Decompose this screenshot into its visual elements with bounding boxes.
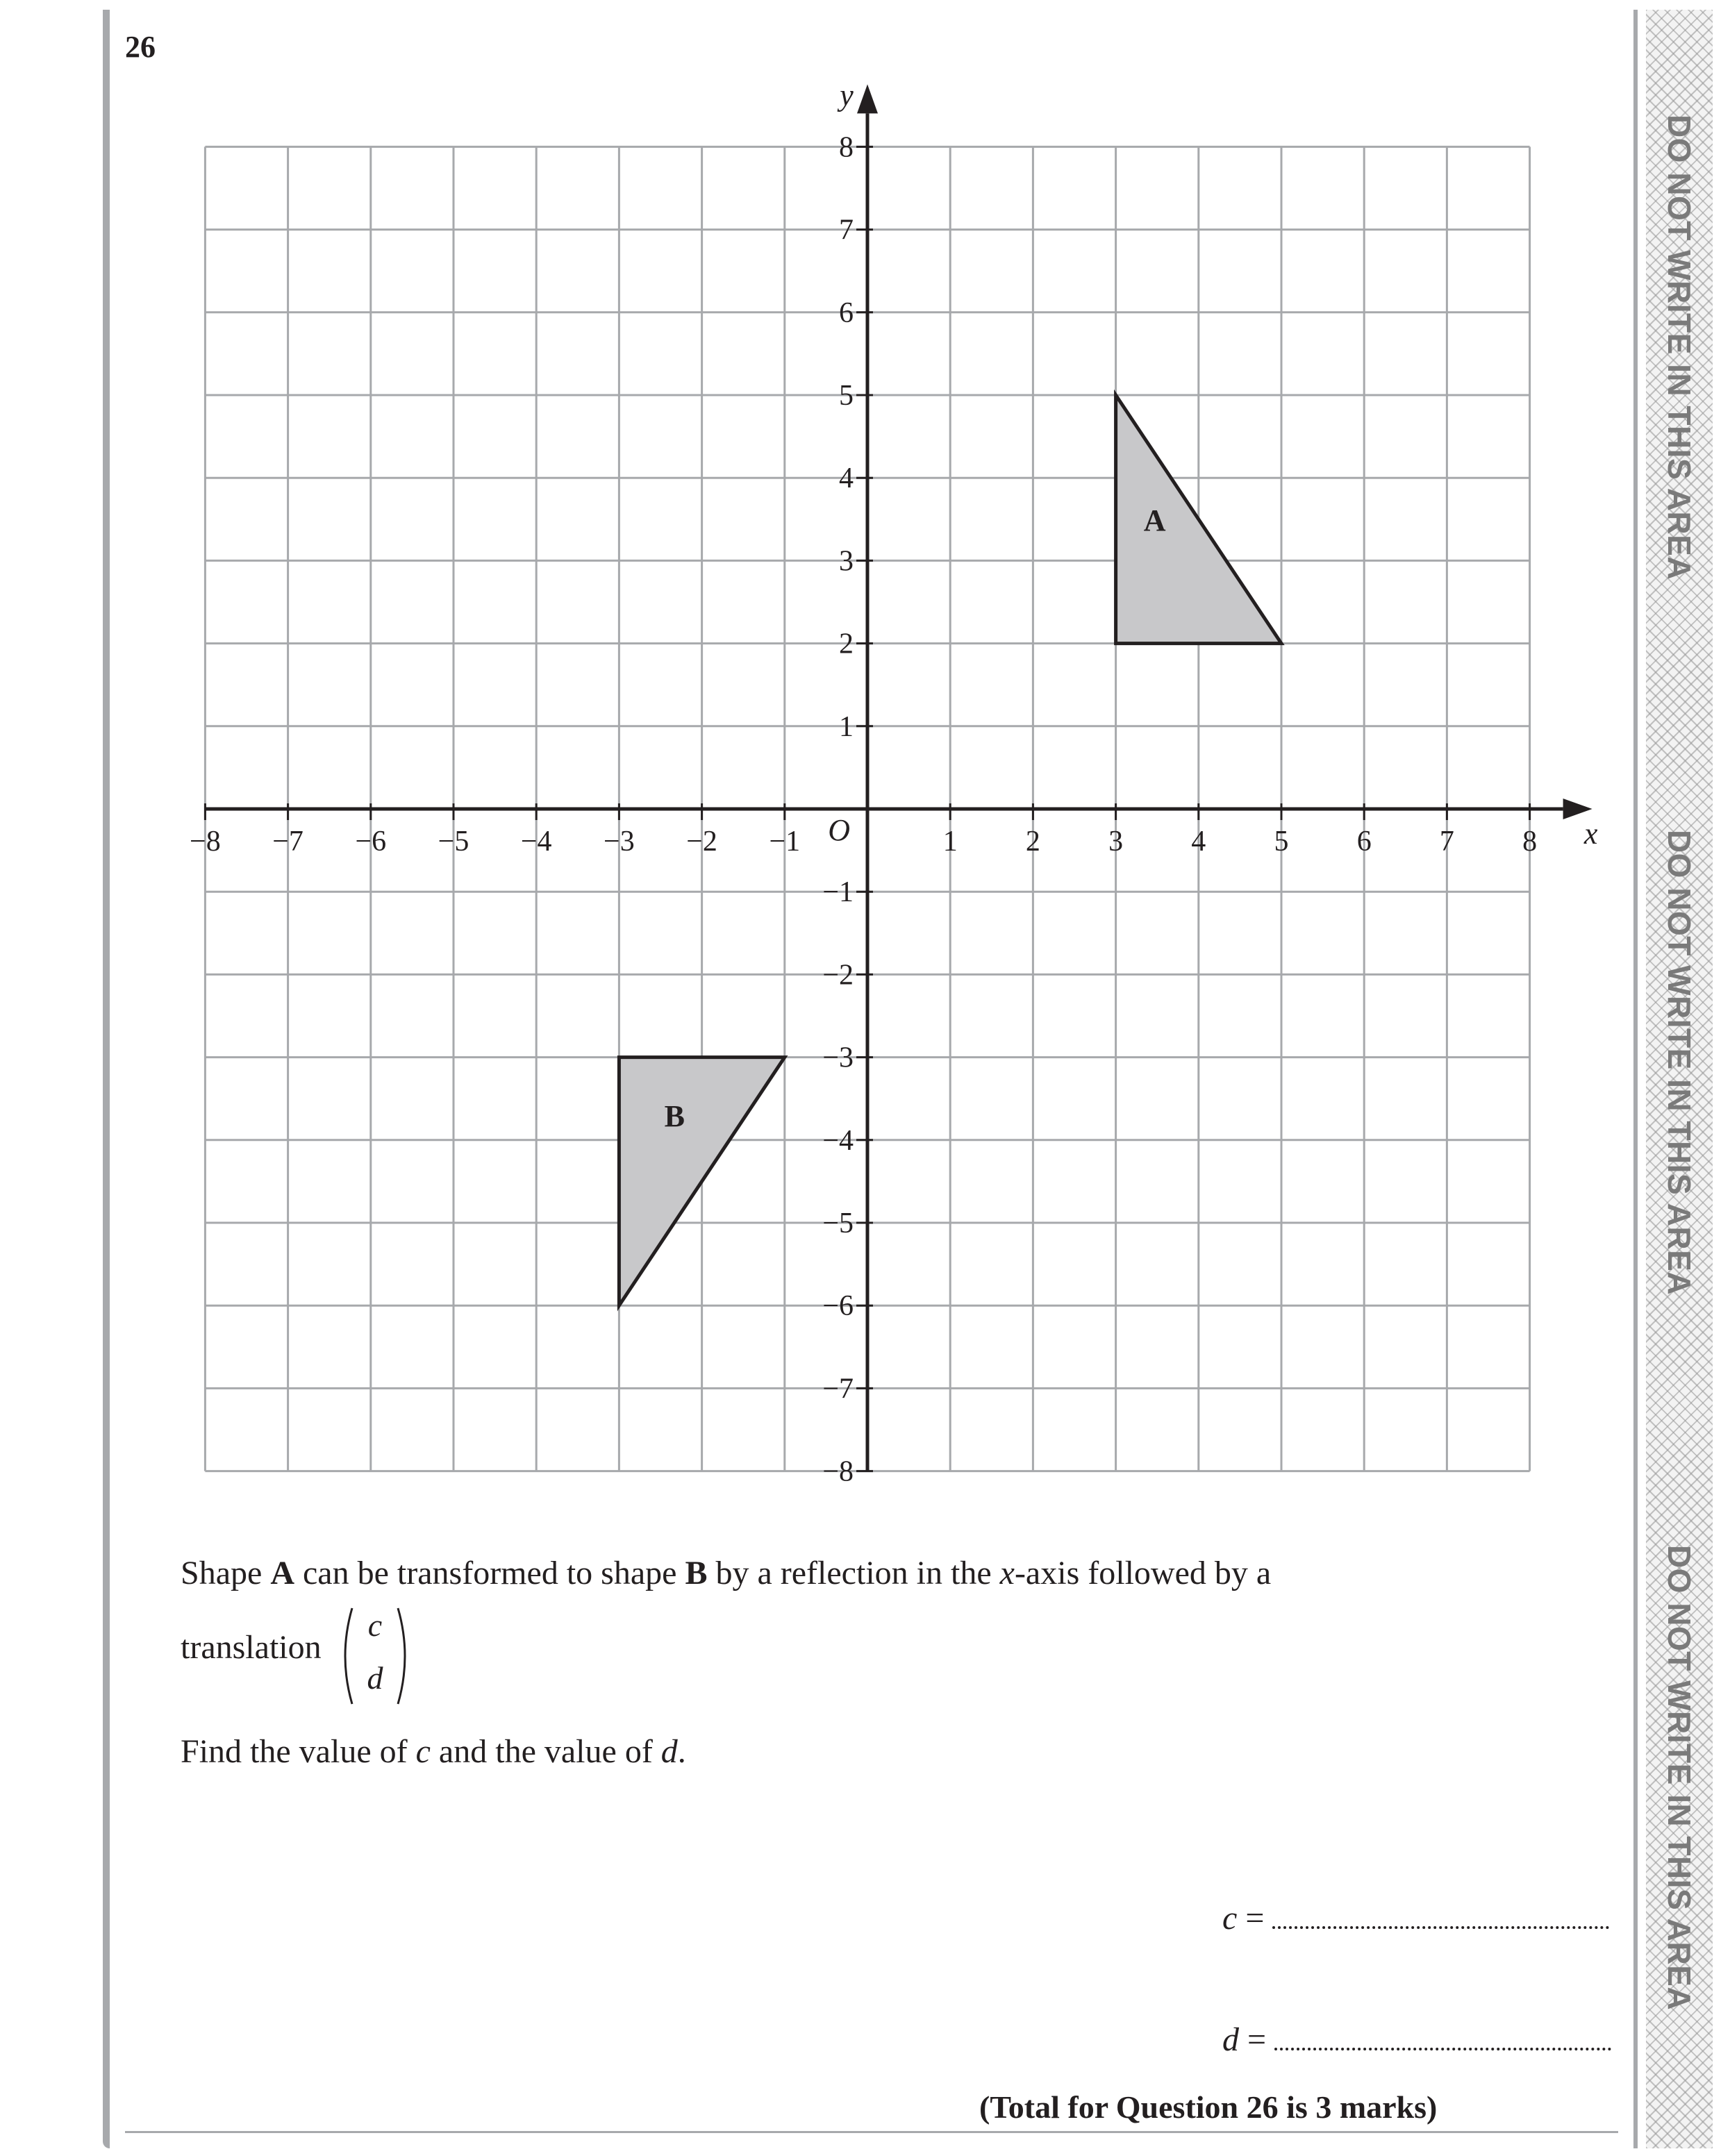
y-tick-label: −2 bbox=[822, 959, 854, 992]
answer-d[interactable] bbox=[1222, 2021, 1611, 2059]
shape-b-ref: B bbox=[685, 1555, 708, 1591]
q1-part-6: -axis followed by a bbox=[1014, 1555, 1272, 1591]
answer-c-label: c bbox=[1222, 1900, 1238, 1937]
x-tick-label: −4 bbox=[520, 826, 552, 858]
y-tick-label: −6 bbox=[822, 1290, 854, 1323]
answer-c-equals: = bbox=[1237, 1900, 1265, 1937]
c-ref: c bbox=[415, 1733, 431, 1770]
x-tick-label: 1 bbox=[942, 826, 958, 858]
y-tick-label: −1 bbox=[822, 876, 854, 909]
x-tick-label: −7 bbox=[272, 826, 303, 858]
x-tick-label: −1 bbox=[769, 826, 801, 858]
answer-d-line[interactable] bbox=[1274, 2048, 1611, 2050]
x-tick-label: 7 bbox=[1439, 826, 1454, 858]
vector-top: c bbox=[367, 1607, 383, 1643]
shape-a-ref: A bbox=[270, 1555, 294, 1591]
shape-a-label: A bbox=[1143, 503, 1166, 537]
margin-warning-2: DO NOT WRITE IN THIS AREA bbox=[1661, 829, 1697, 1296]
y-tick-label: 7 bbox=[839, 214, 854, 246]
y-tick-label: 8 bbox=[839, 131, 854, 164]
x-tick-label: −5 bbox=[438, 826, 469, 858]
question-number: 26 bbox=[125, 30, 156, 64]
x-axis-label: x bbox=[1583, 817, 1598, 851]
x-tick-label: 5 bbox=[1274, 826, 1289, 858]
x-tick-label: −2 bbox=[686, 826, 717, 858]
answer-d-equals: = bbox=[1239, 2021, 1267, 2058]
x-tick-label: 8 bbox=[1522, 826, 1538, 858]
q3-part-2: and the value of bbox=[430, 1733, 661, 1770]
y-tick-label: 1 bbox=[839, 710, 854, 743]
vector-bottom: d bbox=[367, 1660, 383, 1696]
y-tick-label: −5 bbox=[822, 1207, 854, 1239]
y-tick-label: 2 bbox=[839, 628, 854, 660]
margin-warning-1: DO NOT WRITE IN THIS AREA bbox=[1661, 114, 1697, 580]
answer-c-line[interactable] bbox=[1272, 1926, 1609, 1929]
y-tick-label: −3 bbox=[822, 1042, 854, 1074]
y-tick-label: −8 bbox=[822, 1455, 854, 1488]
y-axis-arrow bbox=[857, 84, 878, 113]
x-tick-label: 2 bbox=[1025, 826, 1040, 858]
q1-part-2: can be transformed to shape bbox=[294, 1555, 685, 1591]
q1-part-4: by a reflection in the bbox=[707, 1555, 1000, 1591]
x-tick-label: −8 bbox=[190, 826, 221, 858]
x-tick-label: 4 bbox=[1191, 826, 1206, 858]
y-tick-label: −7 bbox=[822, 1373, 854, 1405]
y-tick-label: 4 bbox=[839, 462, 854, 495]
origin-label: O bbox=[828, 813, 850, 847]
q3-part-4: . bbox=[677, 1733, 686, 1770]
y-tick-label: 3 bbox=[839, 545, 854, 578]
question-text-line-3 bbox=[181, 1732, 686, 1771]
answer-d-label: d bbox=[1222, 2021, 1239, 2058]
x-tick-label: −3 bbox=[604, 826, 635, 858]
total-marks: (Total for Question 26 is 3 marks) bbox=[979, 2089, 1438, 2125]
y-tick-label: 5 bbox=[839, 380, 854, 412]
y-tick-label: 6 bbox=[839, 296, 854, 329]
translation-label: translation bbox=[181, 1629, 322, 1666]
shape-b-label: B bbox=[664, 1099, 685, 1134]
q3-part-0: Find the value of bbox=[181, 1733, 416, 1770]
answer-c[interactable] bbox=[1222, 1899, 1609, 1937]
question-text-line-1 bbox=[181, 1554, 1271, 1592]
d-ref: d bbox=[660, 1733, 678, 1770]
x-tick-label: 3 bbox=[1108, 826, 1124, 858]
y-tick-label: −4 bbox=[822, 1124, 854, 1157]
x-axis-ref: x bbox=[999, 1555, 1015, 1591]
y-axis-label: y bbox=[840, 78, 854, 112]
q1-part-0: Shape bbox=[181, 1555, 271, 1591]
translation-vector bbox=[337, 1604, 413, 1708]
x-tick-label: 6 bbox=[1356, 826, 1372, 858]
bottom-rule bbox=[125, 2131, 1618, 2133]
x-tick-label: −6 bbox=[355, 826, 387, 858]
margin-warning-3: DO NOT WRITE IN THIS AREA bbox=[1661, 1544, 1697, 2011]
